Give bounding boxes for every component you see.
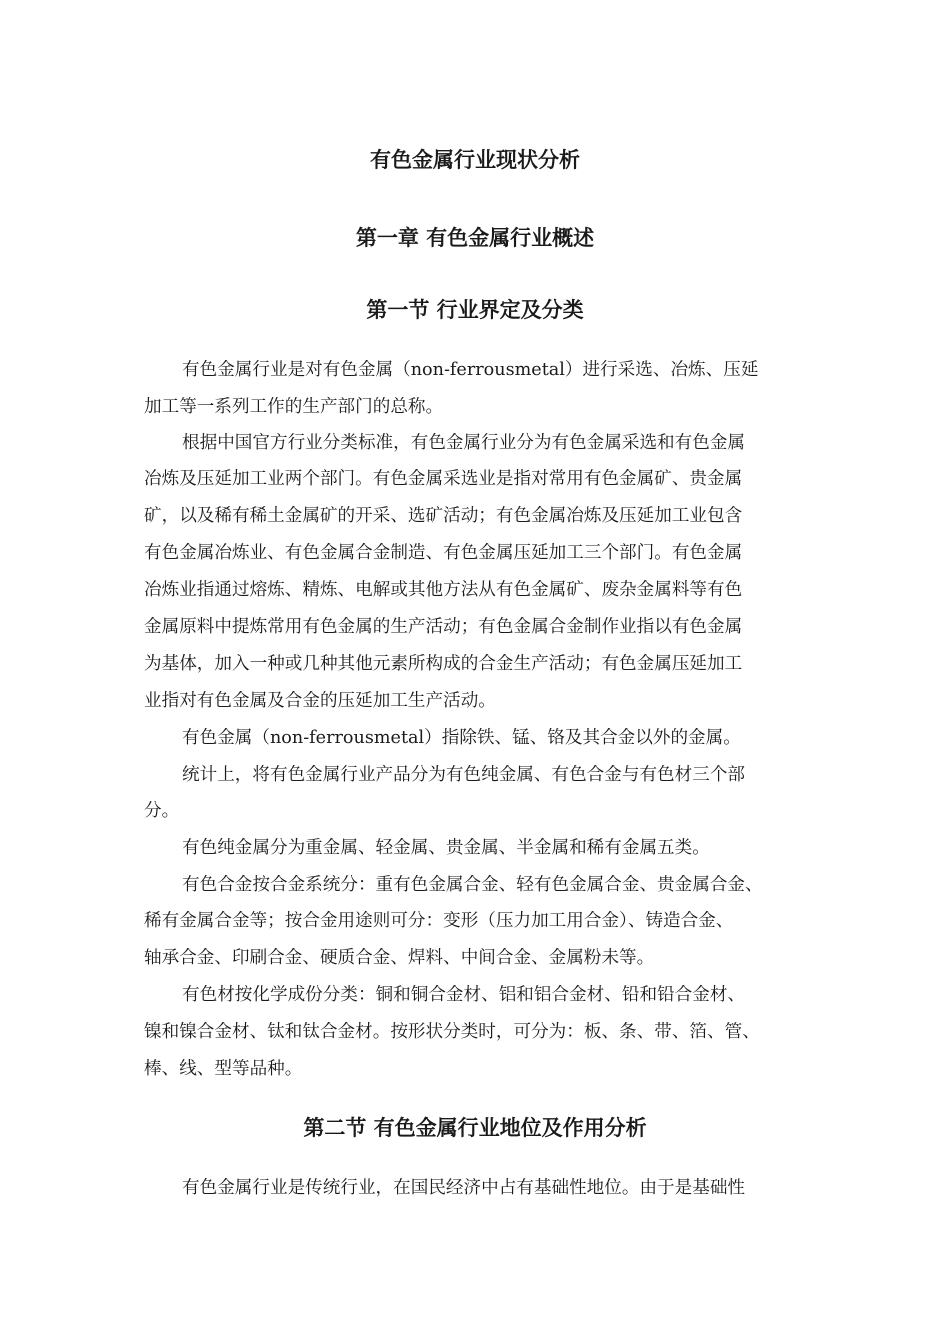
paragraph-line: 棒、线、型等品种。 [144,1059,303,1079]
paragraph-line: 镍和镍合金材、钛和钛合金材。按形状分类时，可分为：板、条、带、箔、管、 [144,1022,760,1042]
paragraph-line: 统计上，将有色金属行业产品分为有色纯金属、有色合金与有色材三个部 [182,765,746,785]
paragraph-line: 冶炼及压延加工业两个部门。有色金属采选业是指对常用有色金属矿、贵金属 [144,469,743,489]
paragraph-line: 金属原料中提炼常用有色金属的生产活动；有色金属合金制作业指以有色金属 [144,617,743,637]
paragraph-line: 有色合金按合金系统分：重有色金属合金、轻有色金属合金、贵金属合金、 [182,875,763,895]
section-title: 第二节 有色金属行业地位及作用分析 [303,1116,647,1140]
document-title: 有色金属行业现状分析 [370,148,580,172]
paragraph-line: 分。 [144,801,180,821]
paragraph-line: 稀有金属合金等；按合金用途则可分：变形（压力加工用合金）、铸造合金、 [144,911,734,931]
paragraph-line: 业指对有色金属及合金的压延加工生产活动。 [144,691,496,711]
paragraph-line: 有色金属冶炼业、有色金属合金制造、有色金属压延加工三个部门。有色金属 [144,543,743,563]
paragraph-line: 有色金属行业是传统行业，在国民经济中占有基础性地位。由于是基础性 [182,1178,746,1198]
paragraph-line: 根据中国官方行业分类标准，有色金属行业分为有色金属采选和有色金属 [182,433,746,453]
paragraph-line: 加工等一系列工作的生产部门的总称。 [144,397,444,417]
paragraph-line: 有色材按化学成份分类：铜和铜合金材、铝和铝合金材、铅和铅合金材、 [182,985,746,1005]
paragraph-line: 矿，以及稀有稀土金属矿的开采、选矿活动；有色金属冶炼及压延加工业包含 [144,506,743,526]
paragraph-line: 轴承合金、印刷合金、硬质合金、焊料、中间合金、金属粉未等。 [144,948,655,968]
chapter-title: 第一章 有色金属行业概述 [355,226,595,250]
paragraph-line: 有色纯金属分为重金属、轻金属、贵金属、半金属和稀有金属五类。 [182,838,710,858]
paragraph-line: 冶炼业指通过熔炼、精炼、电解或其他方法从有色金属矿、废杂金属料等有色 [144,580,743,600]
paragraph-line: 为基体，加入一种或几种其他元素所构成的合金生产活动；有色金属压延加工 [144,654,743,674]
section-title: 第一节 行业界定及分类 [366,298,584,322]
paragraph-line: 有色金属行业是对有色金属（non-ferrousmetal）进行采选、冶炼、压延 [182,360,759,380]
paragraph-line: 有色金属（non-ferrousmetal）指除铁、锰、铬及其合金以外的金属。 [182,728,741,748]
